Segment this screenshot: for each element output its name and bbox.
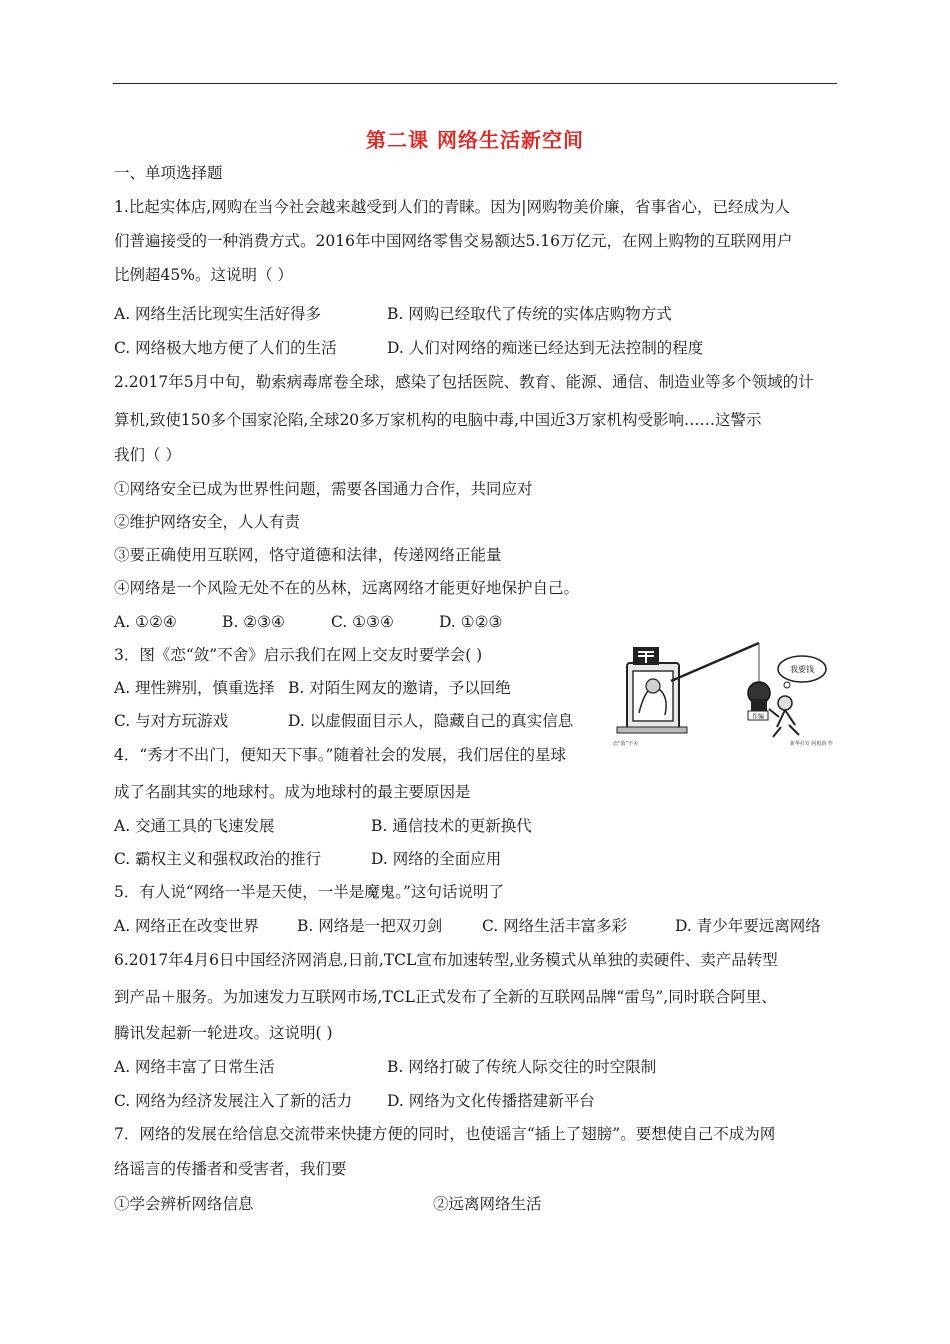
q3-option-d: D. 以虚假面目示人，隐藏自己的真实信息 bbox=[288, 712, 574, 730]
q2-line-2: 算机,致使150多个国家沦陷,全球20多万家机构的电脑中毒,中国近3万家机构受影响……这警示 bbox=[114, 411, 762, 429]
q1-option-d: D. 人们对网络的痴迷已经达到无法控制的程度 bbox=[387, 339, 704, 357]
q4-option-d: D. 网络的全面应用 bbox=[371, 850, 502, 868]
hook-lock-icon bbox=[748, 682, 770, 721]
cartoon-caption-left: 恋“敛”不舍 bbox=[613, 741, 639, 747]
q2-statement-1: ①网络安全已成为世界性问题，需要各国通力合作，共同应对 bbox=[114, 480, 533, 498]
q1-line-3: 比例超45%。这说明（ ） bbox=[114, 266, 293, 284]
q2-statement-3: ③要正确使用互联网，恪守道德和法律，传递网络正能量 bbox=[114, 546, 502, 564]
q4-option-b: B. 通信技术的更新换代 bbox=[371, 817, 532, 835]
q6-option-b: B. 网络打破了传统人际交往的时空限制 bbox=[387, 1058, 657, 1076]
q6-option-c: C. 网络为经济发展注入了新的活力 bbox=[114, 1092, 353, 1110]
computer-monitor-icon bbox=[617, 663, 687, 733]
q5-line-1: 5．有人说“网络一半是天使，一半是魔鬼。”这句话说明了 bbox=[114, 883, 504, 901]
q2-line-3: 我们（ ） bbox=[114, 446, 181, 464]
q1-option-a: A. 网络生活比现实生活好得多 bbox=[114, 305, 322, 323]
cartoon-caption-right: 新华社发 阿根新 作 bbox=[789, 741, 833, 747]
section-heading: 一、单项选择题 bbox=[114, 164, 223, 182]
q4-line-1: 4．“秀才不出门，便知天下事。”随着社会的发展，我们居住的星球 bbox=[114, 746, 566, 764]
q5-option-b: B. 网络是一把双刃剑 bbox=[297, 917, 443, 935]
q2-option-c: C. ①③④ bbox=[331, 613, 394, 631]
money-sign-icon bbox=[633, 647, 659, 665]
cartoon-illustration bbox=[609, 641, 837, 749]
q6-option-d: D. 网络为文化传播搭建新平台 bbox=[387, 1092, 595, 1110]
q6-line-2: 到产品＋服务。为加速发力互联网市场,TCL正式发布了全新的互联网品牌“雷鸟”,同时联合阿里、 bbox=[114, 988, 777, 1006]
q3-line-1: 3．图《恋“敛”不舍》启示我们在网上交友时要学会( ) bbox=[114, 646, 483, 664]
q2-option-a: A. ①②④ bbox=[114, 613, 177, 631]
q4-option-a: A. 交通工具的飞速发展 bbox=[114, 817, 275, 835]
q5-option-d: D. 青少年要远离网络 bbox=[675, 917, 821, 935]
bubble-text: 我要钱 bbox=[790, 665, 814, 674]
q1-line-2: 们普遍接受的一种消费方式。2016年中国网络零售交易额达5.16万亿元，在网上购物的互联网用户 bbox=[114, 232, 793, 250]
q7-line-2: 络谣言的传播者和受害者，我们要 bbox=[114, 1160, 347, 1178]
q1-line-1: 1.比起实体店,网购在当今社会越来越受到人们的青睐。因为|网购物美价廉，省事省心，已经成为人 bbox=[114, 198, 790, 216]
header-rule bbox=[113, 83, 837, 84]
q3-option-c: C. 与对方玩游戏 bbox=[114, 712, 229, 730]
q6-option-a: A. 网络丰富了日常生活 bbox=[114, 1058, 275, 1076]
q5-option-c: C. 网络生活丰富多彩 bbox=[482, 917, 628, 935]
q7-line-1: 7．网络的发展在给信息交流带来快捷方便的同时，也使谣言“插上了翅膀”。要想使自己不成为网 bbox=[114, 1125, 776, 1143]
q2-statement-4: ④网络是一个风险无处不在的丛林，远离网络才能更好地保护自己。 bbox=[114, 579, 580, 597]
page-title: 第二课 网络生活新空间 bbox=[366, 128, 584, 152]
q7-statement-1: ①学会辨析网络信息 bbox=[114, 1195, 254, 1213]
q3-option-b: B. 对陌生网友的邀请，予以回绝 bbox=[288, 679, 511, 697]
q7-statement-2: ②远离网络生活 bbox=[433, 1195, 542, 1213]
q1-option-c: C. 网络极大地方便了人们的生活 bbox=[114, 339, 337, 357]
fraud-tag-label: 诈骗 bbox=[751, 713, 765, 721]
q6-line-3: 腾讯发起新一轮进攻。这说明( ) bbox=[114, 1024, 333, 1042]
q3-option-a: A. 理性辨别，慎重选择 bbox=[114, 679, 275, 697]
q2-option-d: D. ①②③ bbox=[439, 613, 503, 631]
q4-option-c: C. 霸权主义和强权政治的推行 bbox=[114, 850, 322, 868]
q2-option-b: B. ②③④ bbox=[222, 613, 285, 631]
q5-option-a: A. 网络正在改变世界 bbox=[114, 917, 260, 935]
q1-option-b: B. 网购已经取代了传统的实体店购物方式 bbox=[387, 305, 672, 323]
q2-statement-2: ②维护网络安全，人人有责 bbox=[114, 513, 301, 531]
q2-line-1: 2.2017年5月中旬，勒索病毒席卷全球，感染了包括医院、教育、能源、通信、制造业等多个领域的计 bbox=[114, 373, 814, 391]
q6-line-1: 6.2017年4月6日中国经济网消息,日前,TCL宣布加速转型,业务模式从单独的卖硬件、卖产品转型 bbox=[114, 951, 778, 969]
q4-line-2: 成了名副其实的地球村。成为地球村的最主要原因是 bbox=[114, 783, 471, 801]
